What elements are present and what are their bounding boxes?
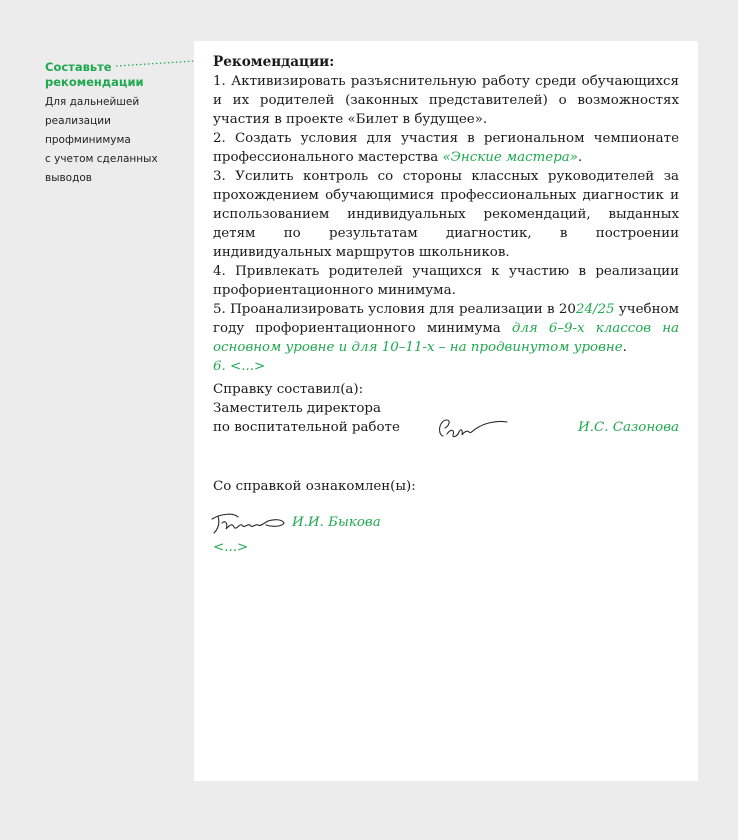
sidebar-text-line: с учетом сделанных — [45, 153, 158, 165]
recommendation-item — [213, 262, 679, 300]
recommendation-item — [213, 167, 679, 262]
acknowledged-person-name: И.И. Быкова — [292, 515, 381, 530]
recommendation-text: 4. Привлекать родителей учащихся к участию в реализации профориентационного минимума. — [213, 264, 679, 298]
sidebar-text-line: Для дальнейшей — [45, 96, 140, 108]
recommendation-text: . — [577, 150, 583, 165]
recommendation-item — [213, 72, 679, 129]
sidebar-text-line: выводов — [45, 172, 92, 184]
sidebar-note — [45, 60, 195, 188]
recommendation-text: 24/25 — [575, 302, 615, 317]
signature-line-1: Справку составил(а): — [213, 382, 364, 397]
recommendation-item — [213, 300, 679, 357]
recommendation-text: 1. Активизировать разъяснительную работу среди обучающихся и их родителей (законных представителей) о возможностях участия в проекте «Билет в будущее». — [213, 74, 679, 127]
recommendation-text: учебном году профориентационного минимума — [213, 302, 679, 336]
recommendation-text: 3. Усилить контроль со стороны классных руководителей за прохождением обучающимися профессиональных диагностик и использованием индивидуальных рекомендаций, выданных детям по результатам диагностик, в построении индивидуальных маршрутов школьников. — [213, 169, 679, 260]
handwritten-signature — [435, 410, 511, 442]
acknowledgement-row — [208, 509, 508, 539]
sidebar-text-line: профминимума — [45, 134, 131, 146]
recommendation-item — [213, 357, 679, 376]
recommendation-text: . — [622, 340, 627, 355]
handwritten-signature — [208, 509, 288, 537]
recommendation-text: для 6–9-х классов на основном уровне и для 10–11-х – на продвинутом уровне — [213, 321, 679, 355]
signatory-name: И.С. Сазонова — [578, 420, 679, 435]
acknowledgement-label: Со справкой ознакомлен(ы): — [213, 479, 416, 494]
signature-line-3: по воспитательной работе — [213, 420, 400, 435]
recommendations-section — [213, 53, 679, 376]
signature-line-2: Заместитель директора — [213, 401, 381, 416]
recommendations-heading: Рекомендации: — [213, 54, 335, 70]
sidebar-text-line: реализации — [45, 115, 111, 127]
recommendations-list — [213, 72, 679, 376]
document-sheet — [194, 41, 698, 781]
signature-block — [213, 380, 679, 437]
ellipsis-placeholder: <...> — [213, 540, 249, 555]
recommendation-item — [213, 129, 679, 167]
recommendation-text: 6. <...> — [213, 359, 266, 374]
recommendation-text: 5. Проанализировать условия для реализации в 20 — [213, 302, 576, 317]
recommendation-text: «Энские мастера» — [442, 150, 578, 165]
sidebar-text — [45, 93, 195, 188]
recommendation-text: 2. Создать условия для участия в региональном чемпионате профессионального мастерства — [213, 131, 679, 165]
sidebar-title: Составьте рекомендации — [45, 60, 144, 89]
